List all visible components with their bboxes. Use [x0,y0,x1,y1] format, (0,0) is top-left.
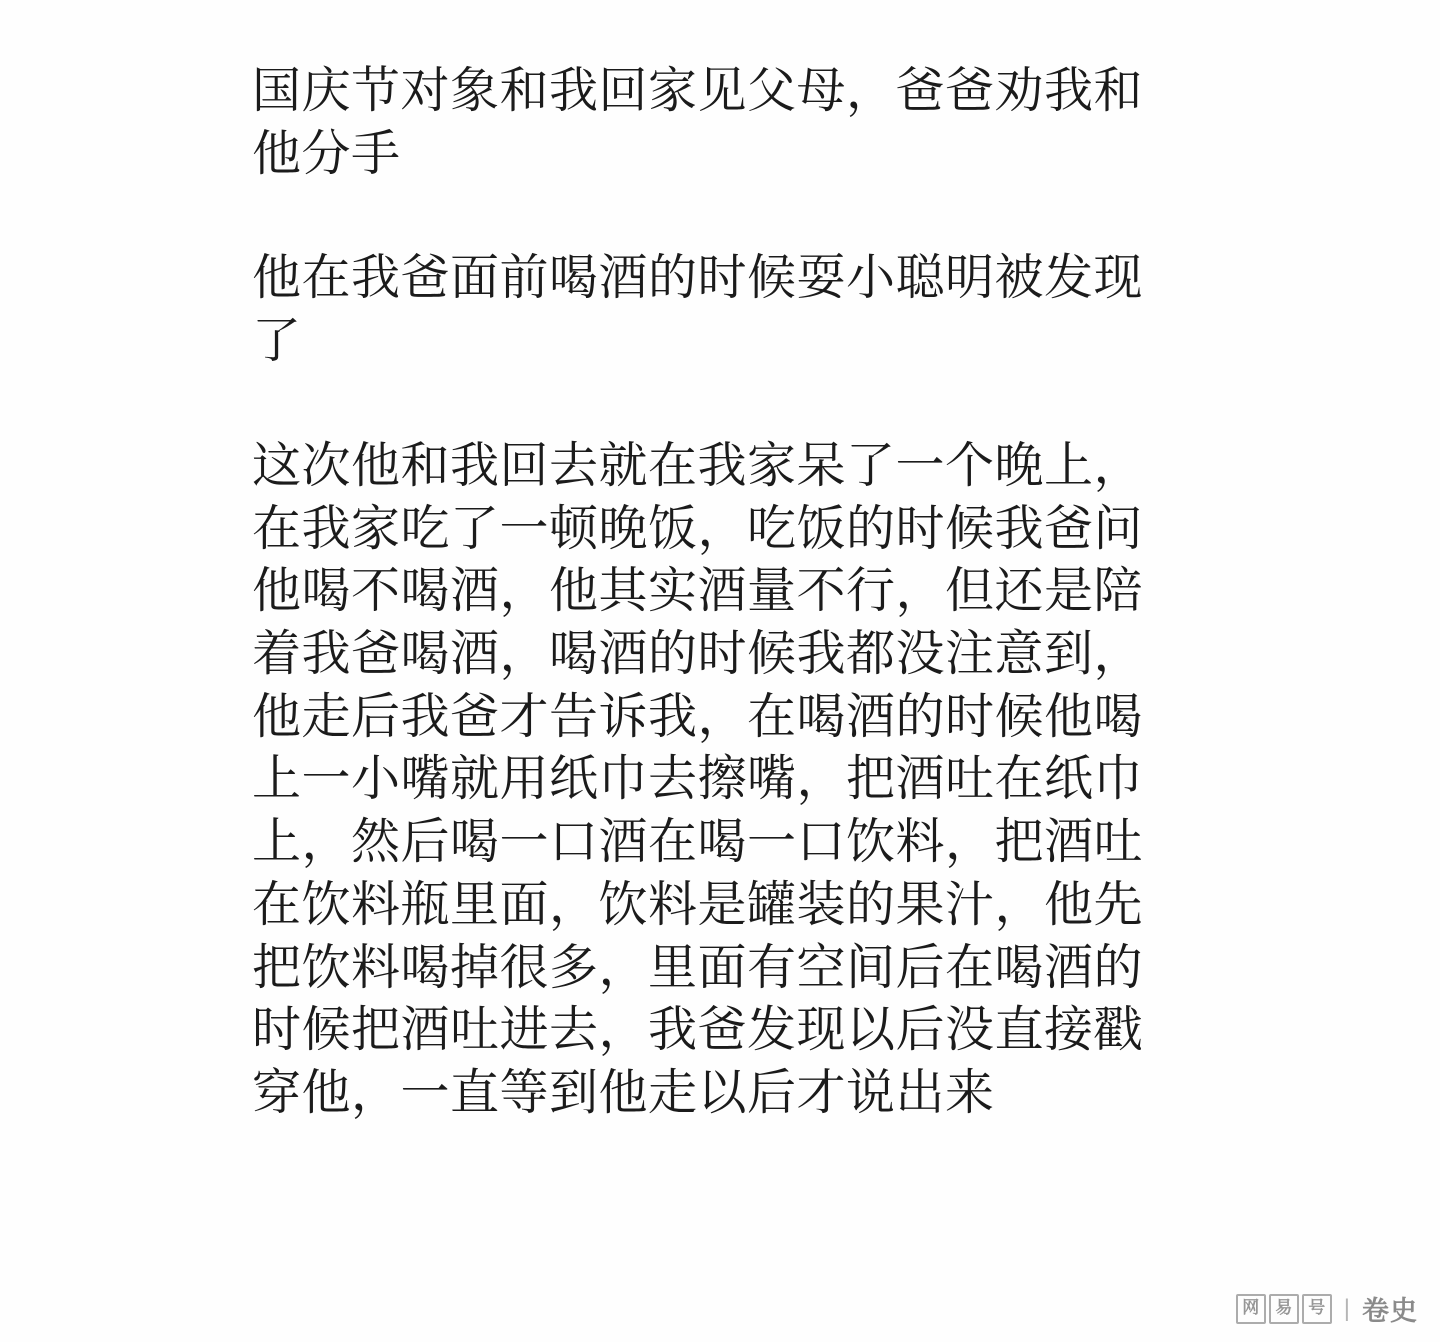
netease-logo-icon [1236,1294,1332,1324]
logo-char-3: 号 [1302,1294,1332,1324]
paragraph-summary: 他在我爸面前喝酒的时候耍小聪明被发现了 [252,251,1144,369]
watermark-author: 卷史 [1362,1296,1418,1326]
watermark [1236,1289,1418,1328]
logo-char-2: 易 [1269,1294,1299,1324]
paragraph-story: 这次他和我回去就在我家呆了一个晚上，在我家吃了一顿晚饭，吃饭的时候我爸问他喝不喝酒，他其实酒量不行，但还是陪着我爸喝酒，喝酒的时候我都没注意到，他走后我爸才告诉我，在喝酒的时候他喝上一小嘴就用纸巾去擦嘴，把酒吐在纸巾上，然后喝一口酒在喝一口饮料，把酒吐在饮料瓶里面，饮料是罐装的果汁，他先把饮料喝掉很多，里面有空间后在喝酒的时候把酒吐进去，我爸发现以后没直接戳穿他，一直等到他走以后才说出来 [252,438,1144,1121]
watermark-separator: | [1343,1294,1350,1322]
article-body [252,60,1172,1125]
paragraph-title: 国庆节对象和我回家见父母，爸爸劝我和他分手 [252,64,1144,181]
logo-char-1: 网 [1236,1294,1266,1324]
